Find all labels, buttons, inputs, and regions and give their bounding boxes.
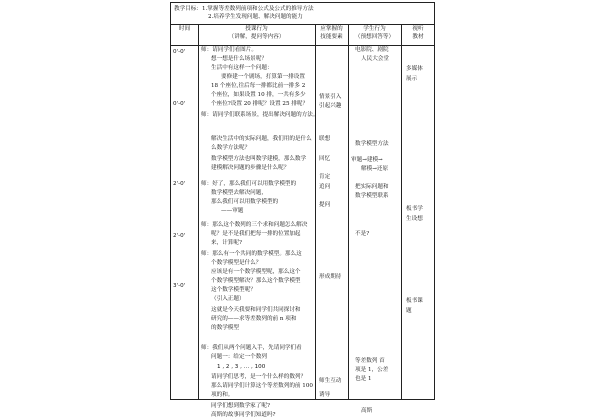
media-item: 板书学 (406, 206, 423, 212)
lesson-plan-sheet (170, 0, 435, 418)
teaching-line: （引入正题） (211, 296, 245, 302)
teaching-line: 的数学模型 (211, 325, 239, 331)
header-student-title: 学生行为 (363, 26, 386, 32)
header-student-subtitle: （预想回答等） (354, 33, 395, 40)
teaching-line: 同学们想到数学家了呢? (211, 403, 270, 409)
student-response: 等差数列 首 (355, 358, 385, 364)
media-item: 板书课 (406, 298, 423, 304)
lesson-plan-table (170, 24, 435, 418)
student-response: 项是 1，公差 (355, 367, 389, 373)
skill-item: 回忆 (319, 156, 331, 162)
student-response: 人民大会堂 (361, 56, 389, 62)
teaching-line: 师：请同学们联系场景，提出解决问题的方法。 (201, 112, 319, 118)
teaching-line: 应该是有一个数学模型呢，那么这个 (211, 269, 301, 275)
teaching-line: 个数学模型是什么？ (211, 260, 262, 266)
student-response: 电影院、剧院 (355, 47, 389, 53)
teaching-line: 个数学模型解决？那么这个数学模型 (211, 278, 301, 284)
teaching-line: ——审题 (221, 208, 244, 214)
skill-item: 肯定 (319, 174, 331, 180)
teaching-line: 那么请同学们计算这个等差数列的前 100 (211, 383, 313, 389)
student-response: 不是? (355, 231, 370, 237)
teaching-line: 数学模型去解决问题， (211, 190, 267, 196)
teaching-line: 师：那么有一个共同的数学模型。那么这 (201, 251, 302, 257)
header-skills-title: 应掌握的 (320, 26, 343, 32)
skill-item: 诱导 (319, 392, 331, 398)
teaching-line: 1 , 2 , 3 , … , 100 (217, 364, 266, 370)
student-response: 高斯 (361, 408, 373, 414)
skill-item: 师生互动 (319, 378, 342, 384)
teaching-line: 数学模型方法也叫数学建模，那么数学 (211, 156, 307, 162)
time-cell: 2'-0' (173, 181, 186, 187)
column-divider (198, 25, 199, 399)
teaching-line: 研究的——求等差数列的前 n 项和 (211, 316, 297, 322)
time-cell: 3'-0' (173, 283, 186, 289)
teaching-line: 这个数学模型呢？ (211, 287, 256, 293)
skill-item: 提问 (319, 202, 331, 208)
teaching-line: 师：那么这个数列的三个求和问题怎么解决 (201, 222, 308, 228)
teaching-line: 要修建一个剧场，打算第一排设置 (221, 74, 305, 80)
skill-item: 情景引入 (319, 94, 342, 100)
teaching-line: 个座位?设置 20 排呢？设置 25 排呢？ (211, 101, 309, 107)
media-item: 题 (406, 308, 412, 314)
teaching-line: 问题一：给定一个数列 (211, 354, 267, 360)
header-teaching-subtitle: （讲解，提问等内容） (228, 33, 285, 40)
teaching-line: 18 个座位,往后每一排都比前一排多 2 (211, 83, 306, 89)
skill-item: 联想 (319, 136, 331, 142)
student-response: 审题→建模→ (351, 157, 383, 163)
teaching-line: 个座位，如果设置 10 排，一共有多少 (211, 92, 306, 98)
teaching-line: 师：好了，那么我们可以用数学模型的 (201, 181, 297, 187)
time-cell: 0'-0' (173, 101, 186, 107)
header-teaching (198, 26, 315, 41)
column-divider (315, 25, 316, 399)
media-item: 生设想 (406, 216, 423, 222)
teaching-line: 么数学方法呢？ (211, 145, 251, 151)
teaching-line: 呢？是不是我们把每一排的位置加起 (211, 231, 301, 237)
teaching-line: 项的和。 (211, 392, 234, 398)
teaching-line: 高斯的故事同学们知道吗? (211, 412, 276, 418)
skill-item: 形成期待 (319, 274, 342, 280)
teaching-line: 来，计算呢? (211, 240, 242, 246)
header-student (348, 26, 401, 41)
time-cell: 0'-0' (173, 49, 186, 55)
student-response: 数学模型联系 (355, 193, 389, 199)
skill-item: 追问 (319, 184, 331, 190)
header-skills (315, 26, 348, 41)
student-response: 也是 1 (355, 376, 372, 382)
column-divider (348, 25, 349, 399)
header-media-title: 视听 (412, 26, 424, 32)
header-time: 时间 (178, 26, 191, 32)
time-cell: 2'-0' (173, 233, 186, 239)
skill-item: 引起兴趣 (319, 103, 342, 109)
teaching-line: 生活中有这样一个问题： (211, 65, 273, 71)
student-response: 把实际问题和 (355, 184, 389, 190)
student-response: 数学模型方法 (355, 141, 389, 147)
header-media-subtitle: 教材 (412, 33, 424, 40)
media-item: 多媒体 (406, 66, 423, 72)
student-response: 解模→还原 (361, 166, 389, 172)
teaching-line: 建模解决问题的步骤是什么呢？ (211, 165, 290, 171)
column-divider (401, 25, 402, 399)
teaching-goal-2: 2.培养学生发现问题、解决问题的能力 (208, 14, 303, 20)
teaching-line: 解决生活中的实际问题，我们用的是什么 (211, 136, 312, 142)
teaching-line: 师：请同学们看图片。 (201, 47, 257, 53)
teaching-line: 师：我们从两个问题入手，先请同学们看 (201, 345, 302, 351)
header-teaching-title: 授课行为 (245, 26, 268, 32)
teaching-line: 那么我们可以用数学模型的 (211, 199, 279, 205)
media-item: 展示 (406, 76, 418, 82)
header-skills-subtitle: 技能要素 (320, 33, 343, 40)
teaching-line: 想一想是什么场景呢？ (211, 56, 267, 62)
teaching-line: 请同学们思考，是一个什么样的数列？ (211, 374, 307, 380)
header-media (401, 26, 435, 41)
teaching-line: 这就是今天我要和同学们共同探讨和 (211, 307, 301, 313)
teaching-goal-1: 教学目标：1.掌握等差数列前项和公式及公式的推导方法 (174, 6, 314, 12)
teaching-goals (170, 2, 435, 24)
